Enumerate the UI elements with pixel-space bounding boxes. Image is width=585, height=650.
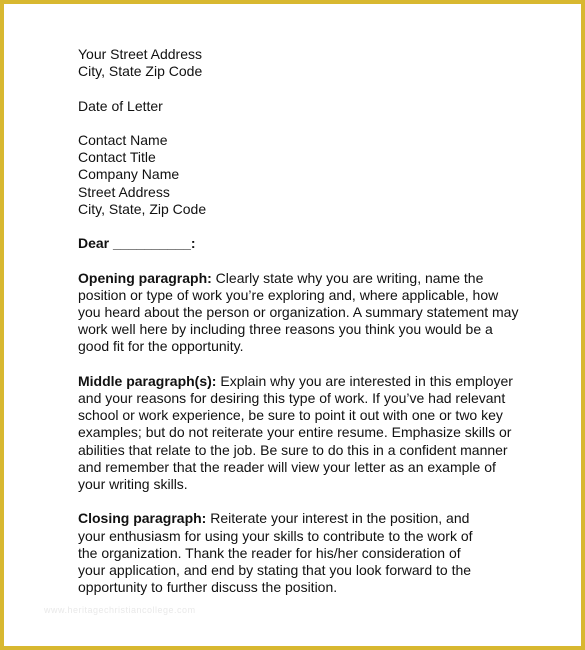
recipient-company-name: Company Name bbox=[78, 166, 180, 183]
middle-paragraph-line: and remember that the reader will view your letter as an example of bbox=[78, 458, 496, 475]
closing-paragraph-label: Closing paragraph: bbox=[78, 510, 207, 527]
opening-paragraph-text: Clearly state why you are writing, name the bbox=[211, 269, 484, 286]
closing-paragraph-line: your application, and end by stating that you look forward to the bbox=[78, 562, 472, 578]
middle-paragraph-line: examples; but do not reiterate your entire resume. Emphasize skills or bbox=[78, 424, 512, 441]
recipient-address bbox=[78, 132, 548, 218]
closing-paragraph-line: your enthusiasm for using your skills to contribute to the work of bbox=[78, 527, 473, 544]
middle-paragraph-text: Explain why you are interested in this employer bbox=[216, 372, 513, 389]
recipient-street-address: Street Address bbox=[78, 183, 170, 200]
salutation: Dear __________: bbox=[78, 235, 196, 252]
closing-paragraph-line: opportunity to further discuss the position. bbox=[78, 579, 338, 596]
opening-paragraph bbox=[78, 270, 548, 356]
middle-paragraph-line: your writing skills. bbox=[78, 476, 188, 492]
watermark: www.heritagechristiancollege.com bbox=[44, 605, 196, 615]
closing-paragraph-line: the organization. Thank the reader for his/her consideration of bbox=[78, 544, 461, 561]
salutation-block bbox=[78, 235, 548, 252]
opening-paragraph-line: work well here by including three reasons you think you would be a bbox=[78, 321, 493, 338]
closing-paragraph bbox=[78, 510, 548, 596]
opening-paragraph-line bbox=[78, 270, 548, 287]
sender-street: Your Street Address bbox=[78, 46, 203, 62]
opening-paragraph-line: position or type of work you’re exploring and, where applicable, how bbox=[78, 286, 499, 303]
opening-paragraph-line: you heard about the person or organization. A summary statement may bbox=[78, 303, 519, 320]
closing-paragraph-line bbox=[78, 510, 548, 527]
sender-city-state-zip: City, State Zip Code bbox=[78, 63, 203, 80]
middle-paragraph-line bbox=[78, 373, 548, 390]
opening-paragraph-line: good fit for the opportunity. bbox=[78, 338, 244, 355]
middle-paragraph-line: and your reasons for desiring this type of work. If you’ve had relevant bbox=[78, 389, 506, 406]
sender-address bbox=[78, 46, 548, 80]
date-line: Date of Letter bbox=[78, 97, 163, 114]
date-block bbox=[78, 98, 548, 115]
middle-paragraph-label: Middle paragraph(s): bbox=[78, 372, 217, 389]
recipient-city-state-zip: City, State, Zip Code bbox=[78, 200, 207, 217]
middle-paragraph bbox=[78, 373, 548, 493]
recipient-contact-title: Contact Title bbox=[78, 149, 156, 166]
recipient-contact-name: Contact Name bbox=[78, 131, 168, 148]
opening-paragraph-label: Opening paragraph: bbox=[78, 269, 212, 286]
closing-paragraph-text: Reiterate your interest in the position, and bbox=[206, 510, 470, 527]
middle-paragraph-line: abilities that relate to the job. Be sure to do this in a confident manner bbox=[78, 441, 508, 458]
cover-letter bbox=[78, 46, 548, 596]
middle-paragraph-line: school or work experience, be sure to point it out with one or two key bbox=[78, 407, 503, 424]
